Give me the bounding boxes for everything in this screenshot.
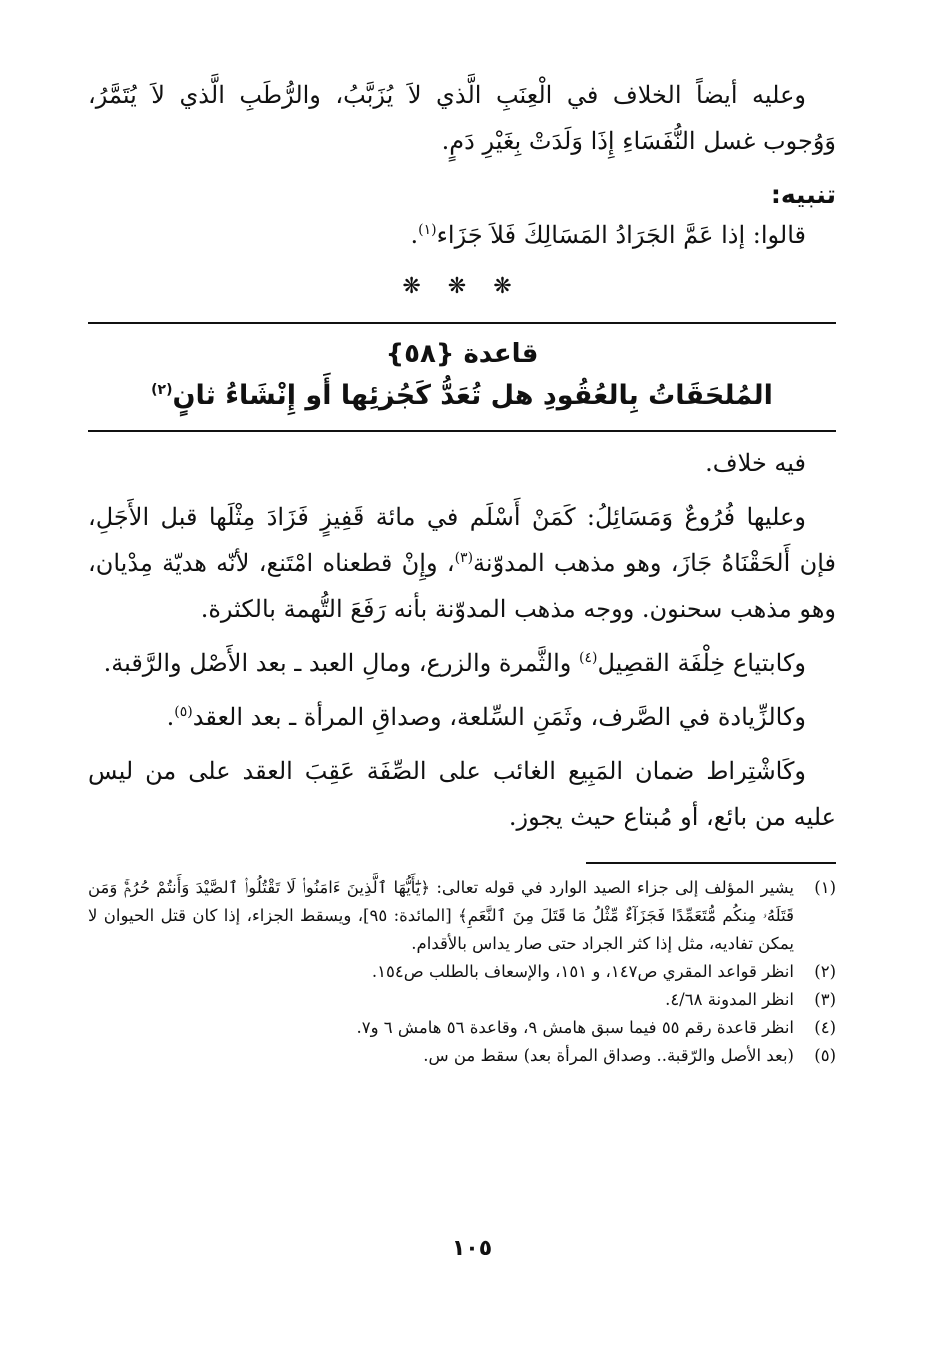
footnote-ref-1: (١)	[418, 222, 437, 238]
footnote-number: (٥)	[814, 1046, 836, 1065]
tanbih-text-body: قالوا: إذا عَمَّ الجَرَادُ المَسَالِكَ فَلاَ جَزَاء	[436, 221, 806, 249]
qaida-header	[88, 324, 836, 430]
footnote-ref-5: (٥)	[174, 704, 193, 720]
footnote-text: انظر قواعد المقري ص١٤٧، و ١٥١، والإسعاف بالطلب ص١٥٤.	[371, 962, 794, 981]
body-paragraph-3-b: والثَّمرة والزرع، ومالِ العبد ـ بعد الأَصْل والرَّقبة.	[103, 649, 579, 677]
footnote-item	[88, 986, 836, 1014]
footnote-rule	[586, 862, 836, 864]
body-paragraph-2	[88, 494, 836, 632]
footnote-text: (بعد الأصل والرّقبة.. وصداق المرأة بعد) سقط من س.	[423, 1046, 794, 1065]
footnote-text: يشير المؤلف إلى جزاء الصيد الوارد في قوله تعالى: ﴿يَٰٓأَيُّهَا ٱلَّذِينَ ءَامَنُوا۟ لَا تَقْتُلُوا۟ ٱلصَّيْدَ وَأَنتُمْ حُرُمٌۚ وَمَن قَتَلَهُۥ مِنكُم مُّتَعَمِّدًا فَجَزَآءٌ مِّثْلُ مَا قَتَلَ مِنَ ٱلنَّعَمِ﴾ [المائدة: ٩٥]، ويسقط الجزاء، إذا كان قتل الحيوان لا يمكن تفاديه، مثل إذا كثر الجراد حتى صار يداس بالأقدام.	[88, 878, 794, 953]
tanbih-text	[88, 212, 836, 258]
footnote-item	[88, 958, 836, 986]
qaida-subtitle-text: المُلحَقَاتُ بِالعُقُودِ هل تُعَدُّ كَجُزئِها أَو إِنْشَاءُ ثانٍ	[172, 380, 773, 411]
footnote-number: (٢)	[814, 962, 836, 981]
body-paragraph-2-b: ، وإِنْ قطعناه امْتَنع، لأنّه هديّة مِدْيان، وهو مذهب سحنون. ووجه مذهب المدوّنة بأنه رَفَعَ التُّهمة بالكثرة.	[88, 549, 836, 623]
footnote-number: (٤)	[814, 1018, 836, 1037]
footnotes	[88, 874, 836, 1070]
tanbih-heading: تنبيه:	[770, 180, 836, 209]
body-paragraph-2-a: وعليها فُرُوعٌ وَمَسَائِلُ: كَمَنْ أَسْلَم في مائة قَفِيزٍ فَزَادَ مِثْلَها قبل الأَجَلِ، فإن أَلحَقْنَاهُ جَازَ، وهو مذهب المدوّنة	[88, 503, 836, 577]
footnote-item	[88, 1042, 836, 1070]
footnote-item	[88, 874, 836, 958]
footnote-text: انظر قاعدة رقم ٥٥ فيما سبق هامش ٩، وقاعدة ٥٦ هامش ٦ و٧.	[356, 1018, 794, 1037]
section-separator-stars: ❋ ❋ ❋	[402, 274, 522, 299]
body-paragraph-4-b: .	[166, 703, 175, 731]
qaida-subtitle	[88, 374, 836, 418]
footnote-item	[88, 1014, 836, 1042]
footnote-ref-2: (٢)	[151, 382, 173, 398]
footnote-ref-3: (٣)	[454, 550, 474, 566]
body-paragraph-3-a: وكابتياع خِلْفَة القصِيل	[597, 649, 806, 677]
tanbih-text-end: .	[410, 221, 419, 249]
footnote-text: انظر المدونة ٤/٦٨.	[665, 990, 794, 1009]
body-paragraph-4	[88, 694, 836, 740]
footnote-number: (١)	[814, 878, 836, 897]
body-paragraph-3	[88, 640, 836, 686]
footnote-ref-4: (٤)	[579, 650, 598, 666]
page-number: ١٠٥	[451, 1236, 493, 1261]
body-paragraph-4-a: وكالزِّيادة في الصَّرف، وثَمَنِ السِّلعة، وصداقِ المرأة ـ بعد العقد	[192, 703, 806, 731]
qaida-title: قاعدة {٥٨}	[385, 339, 539, 369]
footnote-number: (٣)	[814, 990, 836, 1009]
intro-paragraph: وعليه أيضاً الخلاف في الْعِنَبِ الَّذي لاَ يُزَبَّبُ، والرُّطَبِ الَّذي لاَ يُتَمَّرُ، وَوُجوب غسل النُّفَسَاءِ إِذَا وَلَدَتْ بِغَيْرِ دَمٍ.	[88, 81, 836, 155]
body-paragraph-5: وكَاشْتِراط ضمان المَبِيع الغائب على الصِّفَة عَقِبَ العقد على من ليس عليه من بائع، أو مُبتاع حيث يجوز.	[88, 757, 836, 831]
body-paragraph-1: فيه خلاف.	[705, 449, 806, 477]
